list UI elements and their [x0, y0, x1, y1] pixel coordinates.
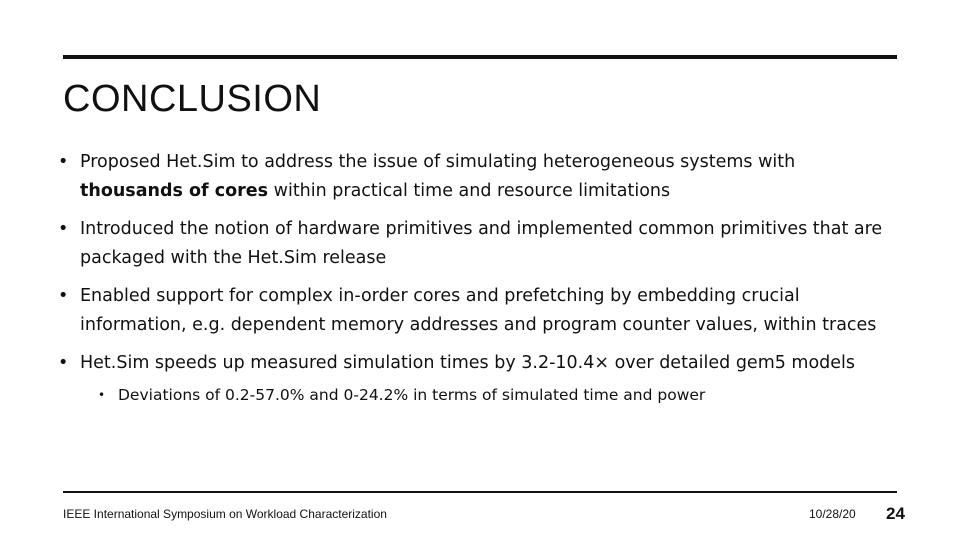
bullet-1 [58, 148, 898, 205]
footer-text: IEEE International Symposium on Workload Characterization [63, 507, 387, 521]
sub-bullet-1 [98, 384, 898, 406]
bullet-marker: • [58, 219, 69, 239]
bullet-2-text: Introduced the notion of hardware primitives and implemented common primitives that are packaged with the Het.Sim release [80, 219, 883, 268]
bullet-marker: • [58, 353, 69, 373]
sub-bullet-1-text: Deviations of 0.2-57.0% and 0-24.2% in terms of simulated time and power [118, 385, 706, 404]
top-rule [63, 55, 897, 59]
bullet-3-text: Enabled support for complex in-order cores and prefetching by embedding crucial information, e.g. dependent memory addresses and program counter values, within traces [80, 286, 877, 335]
bullet-4-text: Het.Sim speeds up measured simulation times by 3.2-10.4× over detailed gem5 models [80, 353, 856, 373]
bullet-4 [58, 349, 898, 378]
bullet-marker: • [58, 286, 69, 306]
sub-bullet-marker: • [98, 387, 106, 402]
bullet-2 [58, 215, 898, 272]
footer-date: 10/28/20 [809, 507, 856, 521]
bullet-1-bold-text: thousands of cores [80, 180, 269, 201]
slide-title: CONCLUSION [63, 78, 322, 120]
bullet-marker: • [58, 152, 69, 172]
bullet-3 [58, 282, 898, 339]
bullet-1-text-start: Proposed Het.Sim to address the issue of simulating heterogeneous systems with [80, 152, 796, 172]
bottom-rule [63, 491, 897, 493]
bullet-list [58, 148, 898, 406]
bullet-1-text-end: within practical time and resource limitations [268, 180, 671, 201]
page-number: 24 [886, 504, 905, 523]
